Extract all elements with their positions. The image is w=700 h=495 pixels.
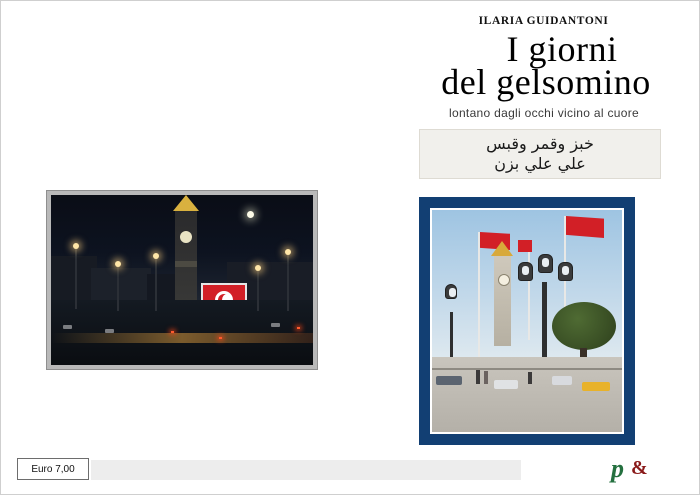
street-lamp-head: [538, 254, 553, 273]
building: [91, 268, 151, 300]
tower-spire: [491, 241, 513, 256]
street-lamp: [155, 257, 157, 311]
book-title: [399, 31, 689, 100]
tower-band: [175, 261, 197, 267]
arabic-title-box: [419, 129, 661, 179]
front-cover-photo: [419, 197, 635, 445]
car-taillight: [219, 337, 222, 339]
book-subtitle: lontano dagli occhi vicino al cuore: [449, 106, 639, 120]
arabic-line-1: خبز وقمر وقبس: [486, 134, 594, 153]
price-box: [17, 458, 89, 480]
tunisian-flag: [566, 216, 604, 238]
street-lamp: [75, 247, 77, 309]
publisher-mark-p: p: [611, 454, 624, 483]
parked-car: [494, 380, 518, 389]
street-lamp: [117, 265, 119, 311]
title-line-2: del gelsomino: [441, 61, 651, 102]
publisher-logo: [611, 456, 657, 486]
car: [105, 329, 114, 333]
moon: [247, 211, 254, 218]
clock-face: [180, 231, 192, 243]
street-lamp: [257, 269, 259, 311]
tower-spire: [173, 195, 199, 211]
curb-line: [432, 368, 622, 370]
taxi-car: [582, 382, 610, 391]
street-lamp: [287, 253, 289, 311]
clock-tower: [494, 254, 511, 346]
pedestrian: [476, 370, 480, 384]
back-cover-photo: [47, 191, 317, 369]
car-taillight: [297, 327, 300, 329]
car-taillight: [171, 331, 174, 333]
author-name: ILARIA GUIDANTONI: [478, 15, 609, 27]
price-label: Euro 7,00: [31, 463, 75, 475]
tree-canopy: [552, 302, 616, 350]
pedestrian: [484, 371, 488, 384]
car: [63, 325, 72, 329]
street-lamp-head: [558, 262, 573, 281]
street-light-glow: [51, 333, 313, 343]
barcode-placeholder: [91, 460, 521, 480]
parked-car: [552, 376, 572, 385]
publisher-mark-ampersand: &: [631, 457, 648, 479]
front-cover-photo-inner: [430, 208, 624, 434]
parked-car: [436, 376, 462, 385]
arabic-line-2: علي علي بزن: [494, 154, 586, 173]
pedestrian: [528, 372, 532, 384]
title-line-1: I giorni: [506, 29, 618, 69]
street-lamp-head: [445, 284, 457, 299]
flag-pole: [528, 240, 530, 340]
street-lamp-head: [518, 262, 533, 281]
clock-face: [498, 274, 510, 286]
car: [271, 323, 280, 327]
tunisian-flag: [518, 240, 532, 252]
